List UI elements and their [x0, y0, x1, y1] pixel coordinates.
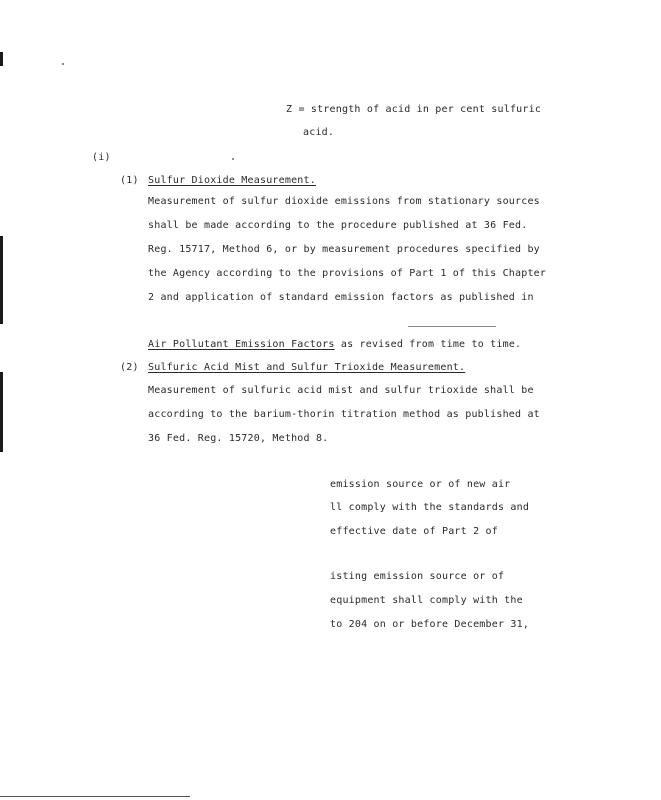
item-1-line: Reg. 15717, Method 6, or by measurement procedures specified by — [148, 244, 540, 255]
fragment-line: emission source or of new air — [330, 479, 511, 490]
item-2-line: 36 Fed. Reg. 15720, Method 8. — [148, 433, 329, 444]
item-1-title: Sulfur Dioxide Measurement. — [148, 175, 316, 186]
item-1-last-line — [148, 339, 521, 351]
item-1-line: Measurement of sulfur dioxide emissions from stationary sources — [148, 196, 540, 207]
scan-bottom-rule — [0, 796, 190, 797]
scan-speck — [232, 158, 234, 160]
item-2-line: according to the barium-thorin titration method as published at — [148, 409, 540, 420]
item-2-number: (2) — [120, 362, 139, 373]
fragment-line: ll comply with the standards and — [330, 502, 530, 513]
scan-edge-mark-middle — [0, 236, 3, 324]
fragment-line: isting emission source or of — [330, 571, 505, 582]
item-2-title: Sulfuric Acid Mist and Sulfur Trioxide Measurement. — [148, 362, 466, 373]
scan-edge-mark-lower — [0, 372, 3, 452]
item-1-line: 2 and application of standard emission factors as published in — [148, 292, 534, 303]
definition-line: Z = strength of acid in per cent sulfuric — [286, 104, 542, 115]
item-1-number: (1) — [120, 175, 139, 186]
item-1-line: shall be made according to the procedure published at 36 Fed. — [148, 220, 528, 231]
publication-note: as revised from time to time. — [340, 339, 522, 350]
definition-line-continued: acid. — [303, 127, 335, 138]
fragment-line: to 204 on or before December 31, — [330, 619, 530, 630]
section-label: (i) — [92, 152, 111, 163]
fragment-line: equipment shall comply with the — [330, 595, 523, 606]
fragment-line: effective date of Part 2 of — [330, 526, 498, 537]
scan-edge-mark-top — [0, 52, 3, 66]
item-2-line: Measurement of sulfuric acid mist and sulfur trioxide shall be — [148, 385, 534, 396]
publication-title: Air Pollutant Emission Factors — [148, 339, 335, 350]
item-1-line: the Agency according to the provisions of Part 1 of this Chapter — [148, 268, 547, 279]
scan-dash-mark — [408, 326, 496, 327]
scan-speck — [62, 63, 64, 65]
